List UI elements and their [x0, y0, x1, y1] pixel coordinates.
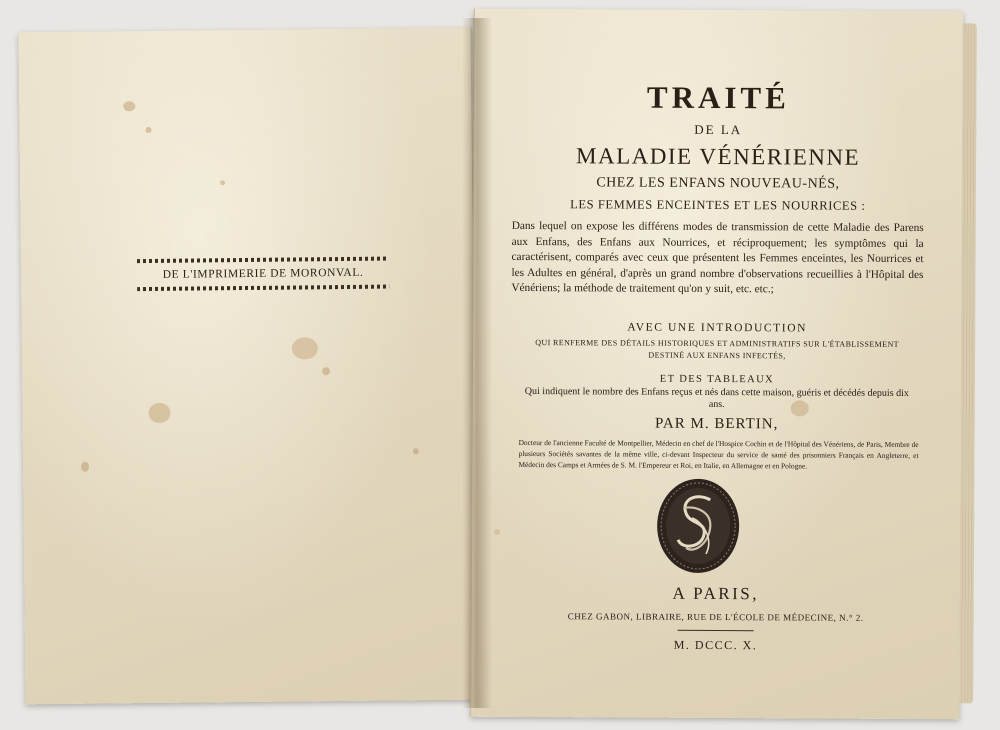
author-credentials: Docteur de l'ancienne Faculté de Montpellier, Médecin en chef de l'Hospice Cochin et de l'Hôpital des Vénériens, de Paris, Membre de plusieurs Sociétés savantes de la même ville, ci-devant Inspecteur du service de santé des prisonniers Français en Angleterre, et Médecin des Camps et Armées de S. M. l'Empereur et Roi, en Italie, en Allemagne et en Pologne.	[518, 437, 919, 471]
imprint-block	[133, 256, 393, 291]
tables-detail: Qui indiquent le nombre des Enfans reçus et nés dans cette maison, guéris et décédés depuis dix ans.	[524, 385, 909, 411]
left-page	[18, 28, 478, 705]
imprint-text: DE L'IMPRIMERIE DE MORONVAL.	[162, 266, 364, 281]
place: A PARIS,	[672, 583, 760, 604]
title-de-la: DE LA	[694, 121, 743, 138]
right-page	[470, 9, 963, 720]
monogram-seal-icon	[656, 478, 741, 574]
main-title: MALADIE VÉNÉRIENNE	[576, 143, 861, 170]
introduction-detail: QUI RENFERME DES DÉTAILS HISTORIQUES ET ADMINISTRATIFS SUR L'ÉTABLISSEMENT DESTINÉ AUX ENFANS INFECTÉS,	[535, 338, 899, 361]
title: TRAITÉ	[646, 79, 790, 116]
tables-heading: ET DES TABLEAUX	[659, 373, 775, 386]
subtitle-1: CHEZ LES ENFANS NOUVEAU-NÉS,	[596, 175, 840, 192]
date-rule	[678, 630, 754, 631]
introduction-heading: AVEC UNE INTRODUCTION	[627, 321, 808, 335]
subtitle-2: LES FEMMES ENCEINTES ET LES NOURRICES :	[570, 197, 866, 213]
title-page	[475, 9, 963, 653]
spine-shadow	[462, 18, 492, 708]
description: Dans lequel on expose les différens modes de transmission de cette Maladie des Parens aux Enfans, des Enfans aux Nourrices, et réciproquement; les symptômes qui la caractérisent, comparés avec ceux que présentent les Femmes enceintes, les Nourrices et les Adultes en général, d'après un grand nombre d'observations recueillies à l'Hôpital des Vénériens; la méthode de traitement qu'on y suit, etc. etc.;	[511, 219, 924, 296]
date: M. DCCC. X.	[673, 637, 758, 653]
author: PAR M. BERTIN,	[654, 415, 779, 433]
publisher: CHEZ GABON, LIBRAIRE, RUE DE L'ÉCOLE DE MÉDECINE, N.° 2.	[567, 611, 864, 623]
